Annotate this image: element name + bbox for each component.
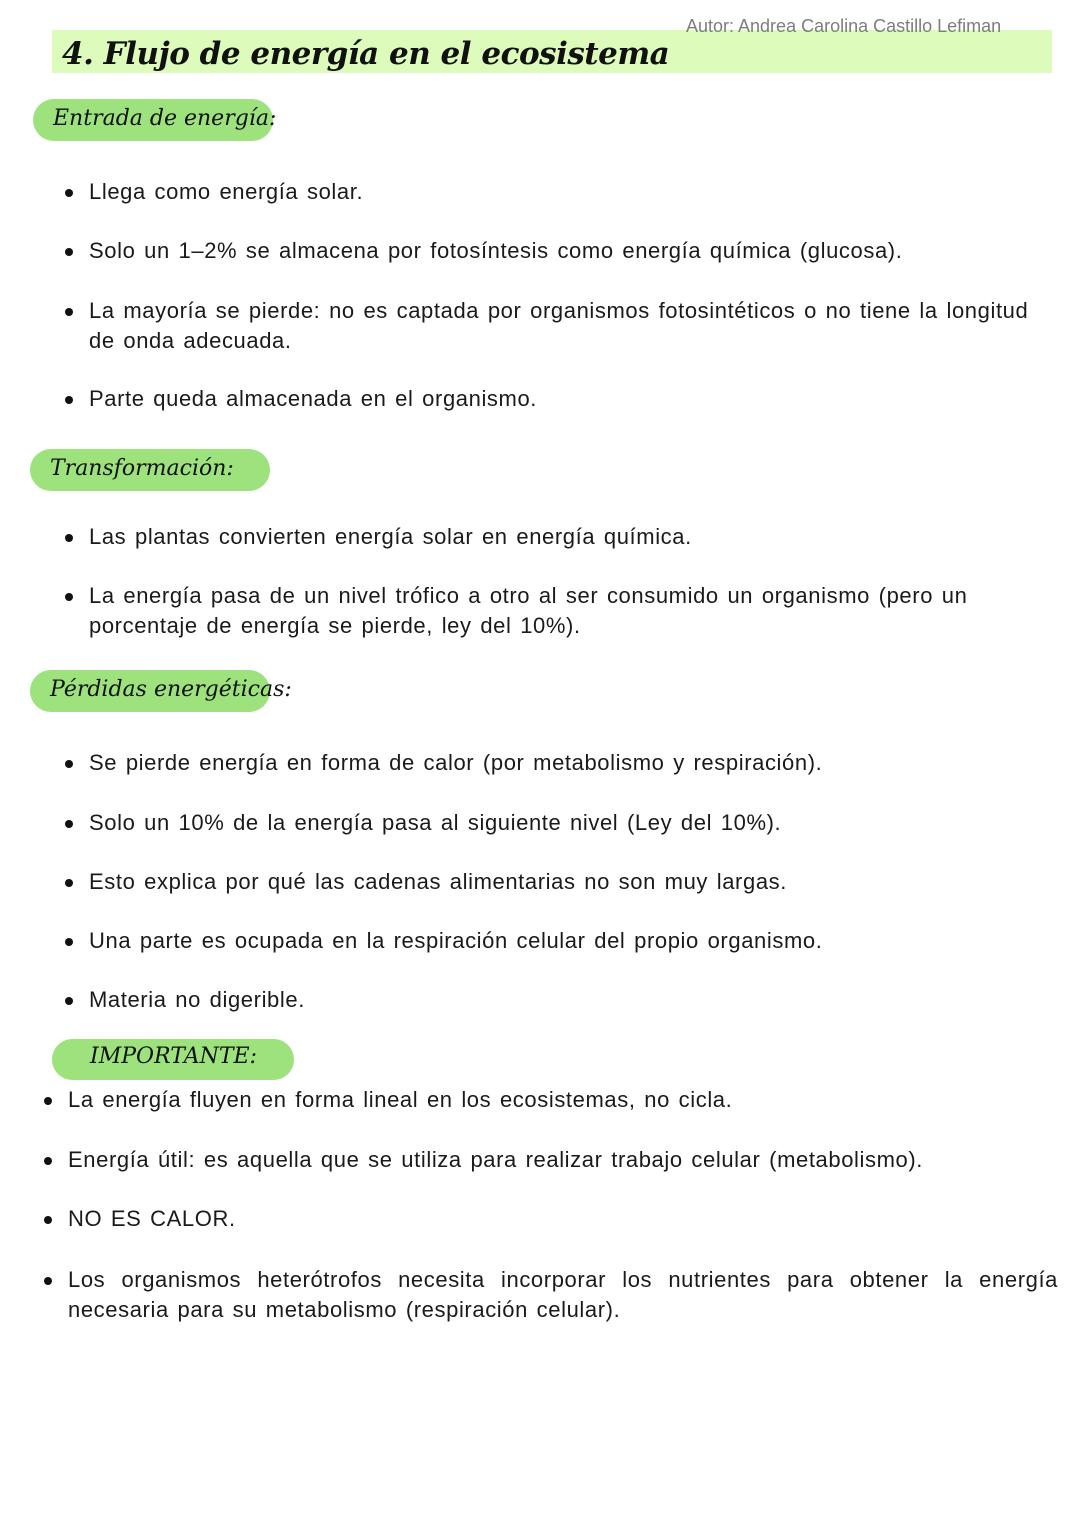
list-item bbox=[68, 1265, 1058, 1325]
list-item bbox=[68, 1085, 1058, 1115]
item-text: Los organismos heterótrofos necesita incorporar los nutrientes para obtener la energía necesaria para su metabolismo (respiración celular). bbox=[68, 1267, 1058, 1322]
item-text: Solo un 1–2% se almacena por fotosíntesis como energía química (glucosa). bbox=[89, 238, 903, 263]
item-text: Una parte es ocupada en la respiración celular del propio organismo. bbox=[89, 928, 823, 953]
item-text: Esto explica por qué las cadenas alimentarias no son muy largas. bbox=[89, 869, 787, 894]
bullet-icon bbox=[65, 760, 73, 768]
author-credit: Autor: Andrea Carolina Castillo Lefiman bbox=[686, 16, 1002, 36]
bullet-icon bbox=[65, 997, 73, 1005]
list-item bbox=[68, 1145, 1058, 1175]
bullet-icon bbox=[65, 820, 73, 828]
item-text: Energía útil: es aquella que se utiliza para realizar trabajo celular (metabolismo). bbox=[68, 1147, 924, 1172]
item-text: La mayoría se pierde: no es captada por organismos fotosintéticos o no tiene la longitud de onda adecuada. bbox=[89, 298, 1029, 353]
item-text: Materia no digerible. bbox=[89, 987, 305, 1012]
list-item bbox=[89, 926, 1039, 956]
section-heading-perdidas bbox=[30, 670, 292, 712]
heading-label: Entrada de energía: bbox=[53, 106, 277, 131]
list-item bbox=[89, 808, 1039, 838]
item-text: Se pierde energía en forma de calor (por metabolismo y respiración). bbox=[89, 750, 823, 775]
bullet-icon bbox=[65, 396, 73, 404]
list-item bbox=[89, 748, 1039, 778]
bullet-icon bbox=[65, 189, 73, 197]
bullet-icon bbox=[65, 248, 73, 256]
bullet-icon bbox=[65, 938, 73, 946]
list-item bbox=[68, 1204, 1058, 1234]
item-text: La energía pasa de un nivel trófico a otro al ser consumido un organismo (pero un porcentaje de energía se pierde, ley del 10%). bbox=[89, 583, 968, 638]
list-item bbox=[89, 867, 1039, 897]
list-item bbox=[89, 522, 1039, 552]
list-item bbox=[89, 177, 1039, 207]
list-item bbox=[89, 985, 1039, 1015]
item-text: Parte queda almacenada en el organismo. bbox=[89, 386, 538, 411]
bullet-icon bbox=[44, 1157, 52, 1165]
list-item bbox=[89, 236, 1039, 266]
heading-label: IMPORTANTE: bbox=[90, 1044, 257, 1069]
heading-label: Transformación: bbox=[50, 456, 234, 481]
bullet-icon bbox=[44, 1277, 52, 1285]
item-text: Las plantas convierten energía solar en energía química. bbox=[89, 524, 692, 549]
page-title: 4. Flujo de energía en el ecosistema bbox=[62, 36, 670, 72]
list-item bbox=[89, 581, 1039, 641]
bullet-icon bbox=[65, 308, 73, 316]
bullet-icon bbox=[44, 1097, 52, 1105]
section-heading-transformacion bbox=[30, 449, 270, 491]
item-text: Solo un 10% de la energía pasa al siguiente nivel (Ley del 10%). bbox=[89, 810, 782, 835]
bullet-icon bbox=[44, 1216, 52, 1224]
item-text: Llega como energía solar. bbox=[89, 179, 364, 204]
bullet-icon bbox=[65, 879, 73, 887]
bullet-icon bbox=[65, 534, 73, 542]
list-item bbox=[89, 384, 1039, 414]
list-item bbox=[89, 296, 1039, 356]
bullet-icon bbox=[65, 593, 73, 601]
item-text: NO ES CALOR. bbox=[68, 1206, 236, 1231]
section-heading-importante bbox=[52, 1039, 294, 1080]
heading-label: Pérdidas energéticas: bbox=[50, 677, 292, 702]
item-text: La energía fluyen en forma lineal en los ecosistemas, no cicla. bbox=[68, 1087, 733, 1112]
section-heading-entrada bbox=[33, 99, 277, 141]
